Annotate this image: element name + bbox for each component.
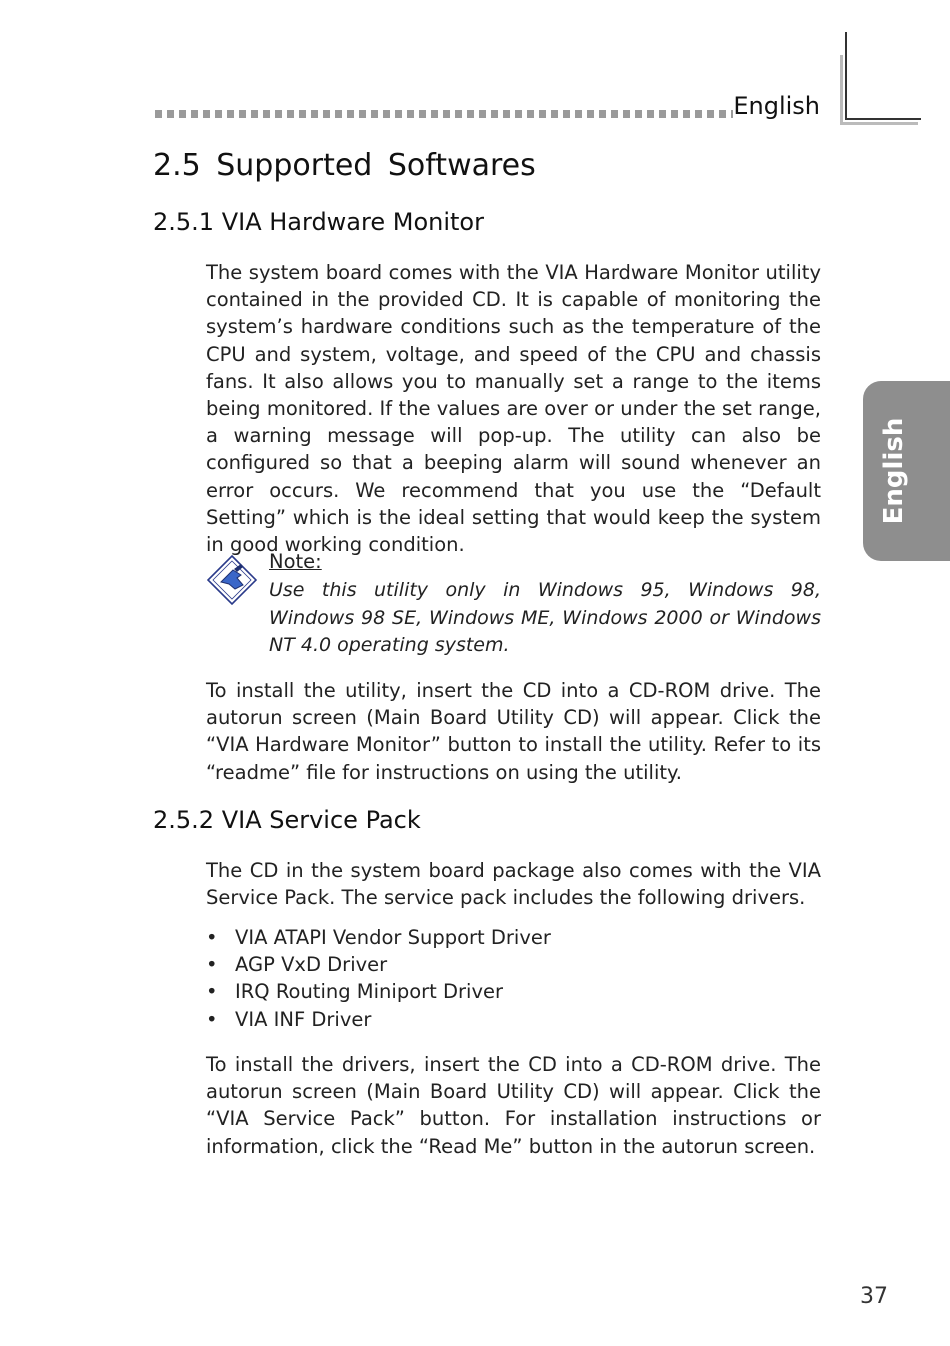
hardware-monitor-description: The system board comes with the VIA Hardware Monitor utility contained in the provided CD. It is capable of monitoring the system’s hardware conditions such as the temperature of the CPU and system, voltage, and speed of the CPU and chassis fans. It also allows you to manually set a range to the items being monitored. If the values are over or under the set range, a warning message will pop-up. The utility can also be configured so that a beeping alarm will sound whenever an error occurs. We recommend that you use the “Default Setting” which is the ideal setting that would keep the system in good working condition.: [206, 261, 821, 557]
corner-crop-mark: [845, 32, 847, 120]
page-number: 37: [860, 1284, 888, 1309]
side-tab-label: English: [878, 417, 909, 525]
service-pack-install-instructions: To install the drivers, insert the CD into a CD-ROM drive. The autorun screen (Main Board Utility CD) will appear. Click the “VIA Service Pack” button. For installation instructions or information, click the “Read Me” button in the autorun screen.: [206, 1053, 821, 1158]
section-title: 2.5 Supported Softwares: [153, 148, 536, 183]
header-dotted-rule: [155, 110, 733, 118]
driver-list: [206, 924, 551, 1033]
list-item: • AGP VxD Driver: [206, 951, 551, 978]
list-item: • VIA INF Driver: [206, 1006, 551, 1033]
hardware-monitor-install-instructions: To install the utility, insert the CD into a CD-ROM drive. The autorun screen (Main Board Utility CD) will appear. Click the “VIA Hardware Monitor” button to install the utility. Refer to its “readme” file for instructions on using the utility.: [206, 679, 821, 784]
header-language-label: English: [733, 92, 820, 120]
service-pack-description: The CD in the system board package also comes with the VIA Service Pack. The service pack includes the following drivers.: [206, 859, 821, 910]
corner-crop-mark-base: [845, 118, 921, 120]
note-title: Note:: [269, 550, 322, 573]
list-item: • VIA ATAPI Vendor Support Driver: [206, 924, 551, 951]
corner-mark-shadow-base: [840, 122, 918, 125]
list-item: • IRQ Routing Miniport Driver: [206, 978, 551, 1005]
language-side-tab: [863, 381, 950, 561]
corner-mark-shadow: [840, 55, 843, 125]
note-icon: [207, 555, 257, 605]
subsection-title-hardware-monitor: 2.5.1 VIA Hardware Monitor: [153, 208, 484, 236]
note-text: Use this utility only in Windows 95, Windows 98, Windows 98 SE, Windows ME, Windows 2000 or Windows NT 4.0 operating system.: [269, 579, 821, 656]
subsection-title-service-pack: 2.5.2 VIA Service Pack: [153, 806, 421, 834]
